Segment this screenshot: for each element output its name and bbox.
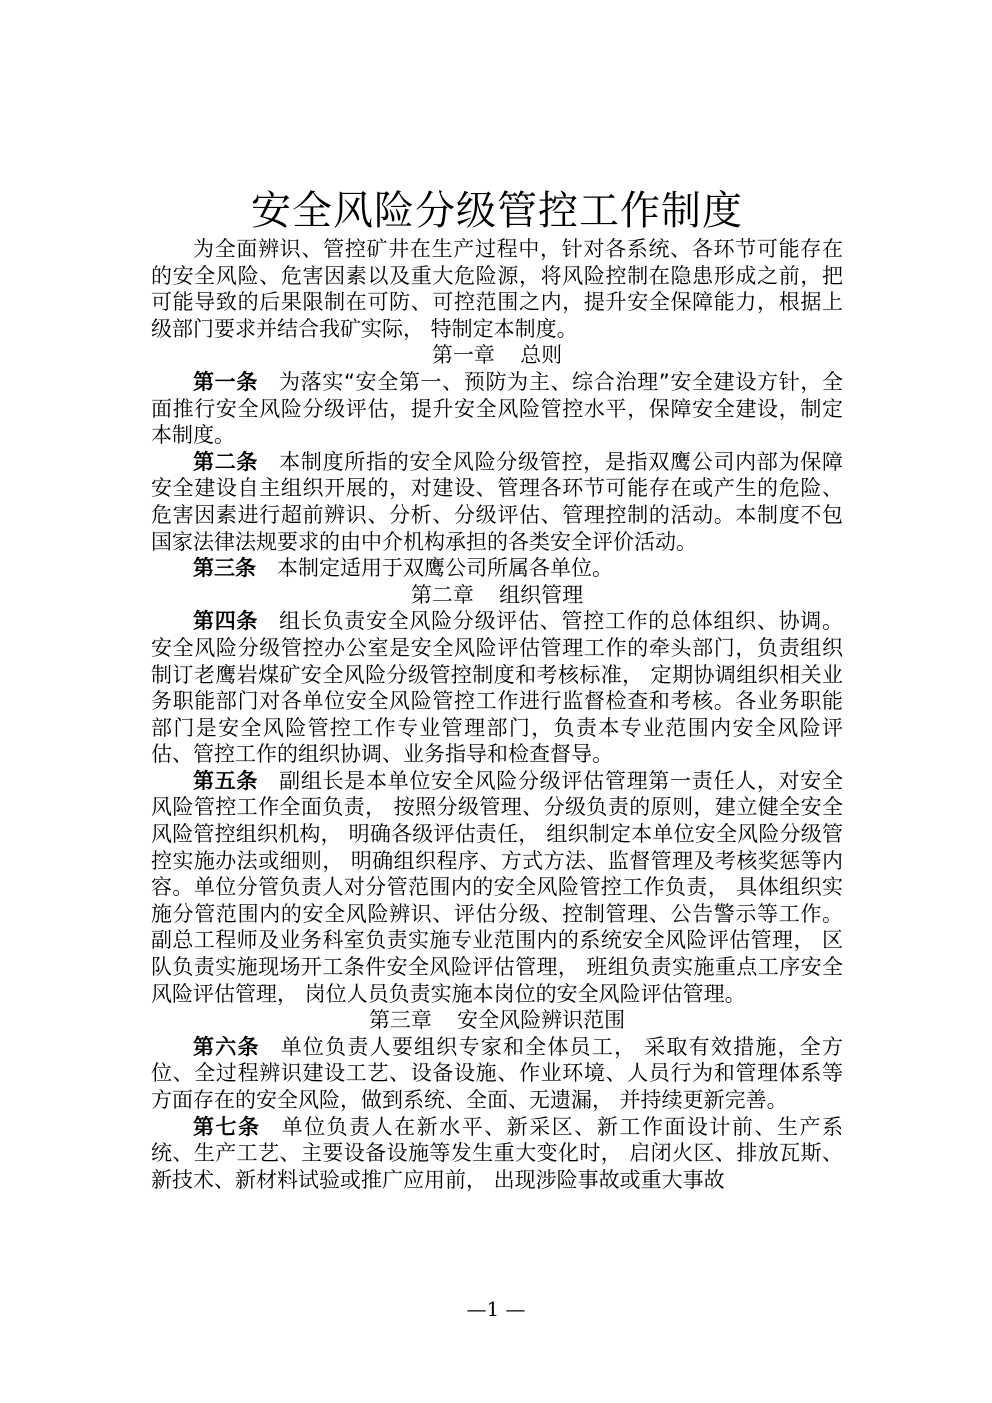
article-label: 第一条 <box>193 369 258 394</box>
article-2 <box>151 449 843 555</box>
article-label: 第六条 <box>193 1034 260 1059</box>
article-text: 本制定适用于双鹰公司所属各单位。 <box>277 556 613 581</box>
document-page <box>151 186 843 1193</box>
chapter-heading-3 <box>151 1007 843 1034</box>
chapter-name: 安全风险辨识范围 <box>457 1008 626 1033</box>
article-text: 为落实“安全第一、预防为主、综合治理”安全建设方针，全面推行安全风险分级评估，提升安全风险管控水平，保障安全建设，制定本制度。 <box>151 369 844 448</box>
chapter-name: 总则 <box>520 343 563 368</box>
document-title: 安全风险分级管控工作制度 <box>251 188 743 234</box>
article-1 <box>151 369 843 449</box>
chapter-name: 组织管理 <box>499 582 584 607</box>
article-7 <box>151 1114 843 1194</box>
chapter-number: 第二章 <box>410 582 474 607</box>
article-label: 第四条 <box>193 609 259 634</box>
article-6 <box>151 1034 843 1114</box>
article-3 <box>151 555 843 582</box>
chapter-number: 第三章 <box>368 1008 432 1033</box>
article-label: 第三条 <box>193 556 256 581</box>
page-number: —1 — <box>466 1297 526 1321</box>
article-label: 第七条 <box>193 1114 261 1139</box>
article-text: 副组长是本单位安全风险分级评估管理第一责任人，对安全风险管控工作全面负责， 按照分级管理、分级负责的原则，建立健全安全风险管控组织机构， 明确各级评估责任， 组织制定本单位安全风险分级管控实施办法或细则， 明确组织程序、方式方法、监督管理及考核奖惩等内容。单位分管负责人对分管范围内的安全风险管控工作负责， 具体组织实施分管范围内的安全风险辨识、评估分级、控制管理、公告警示等工作。副总工程师及业务科室负责实施专业范围内的系统安全风险评估管理， 区队负责实施现场开工条件安全风险评估管理， 班组负责实施重点工序安全风险评估管理， 岗位人员负责实施本岗位的安全风险评估管理。 <box>151 768 844 1006</box>
article-5 <box>151 768 843 1007</box>
article-text: 单位负责人要组织专家和全体员工， 采取有效措施，全方位、全过程辨识建设工艺、设备设施、作业环境、人员行为和管理体系等方面存在的安全风险，做到系统、全面、无遗漏， 并持续更新完善。 <box>151 1034 843 1112</box>
article-label: 第五条 <box>193 768 259 793</box>
chapter-number: 第一章 <box>431 343 495 368</box>
intro-paragraph: 为全面辨识、管控矿井在生产过程中，针对各系统、各环节可能存在的安全风险、危害因素以及重大危险源，将风险控制在隐患形成之前，把可能导致的后果限制在可防、可控范围之内，提升安全保障能力，根据上级部门要求并结合我矿实际， 特制定本制度。 <box>151 237 843 341</box>
article-label: 第二条 <box>193 449 259 474</box>
article-text: 单位负责人在新水平、新采区、新工作面设计前、生产系统、生产工艺、主要设备设施等发生重大变化时， 启闭火区、排放瓦斯、新技术、新材料试验或推广应用前， 出现涉险事故或重大事故 <box>151 1114 844 1192</box>
chapter-heading-2 <box>151 582 843 609</box>
article-text: 组长负责安全风险分级评估、管控工作的总体组织、协调。安全风险分级管控办公室是安全风险评估管理工作的牵头部门，负责组织制订老鹰岩煤矿安全风险分级管控制度和考核标准， 定期协调组织相关业务职能部门对各单位安全风险管控工作进行监督检查和考核。各业务职能部门是安全风险管控工作专业管理部门，负责本专业范围内安全风险评估、管控工作的组织协调、业务指导和检查督导。 <box>151 609 844 767</box>
article-4 <box>151 608 843 768</box>
article-text: 本制度所指的安全风险分级管控，是指双鹰公司内部为保障安全建设自主组织开展的，对建设、管理各环节可能存在或产生的危险、危害因素进行超前辨识、分析、分级评估、管理控制的活动。本制度不包国家法律法规要求的由中介机构承担的各类安全评价活动。 <box>151 449 844 554</box>
chapter-heading-1 <box>151 342 843 369</box>
